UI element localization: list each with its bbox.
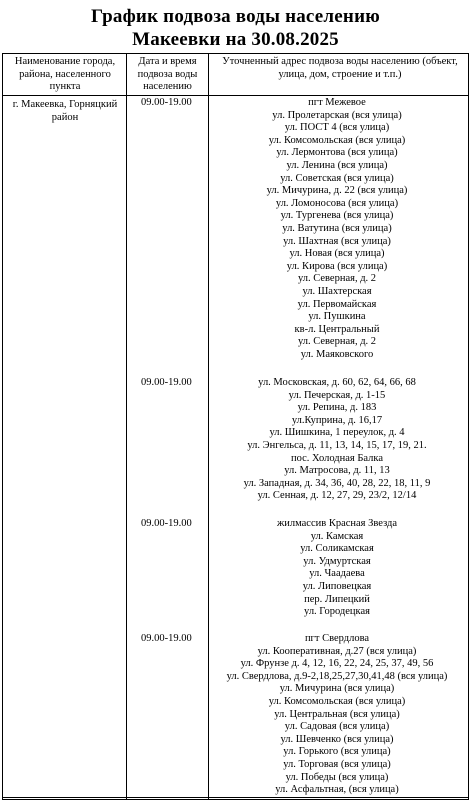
address-line: ул. Удмуртская	[303, 555, 371, 567]
address-line: ул. Мичурина, д. 22 (вся улица)	[266, 185, 408, 197]
address-line: ул. Чаадаева	[309, 568, 365, 580]
address-line: ул. Северная, д. 2	[297, 273, 377, 285]
address-line: ул. Печерская, д. 1-15	[288, 389, 386, 401]
address-line: ул. Сенная, д. 12, 27, 29, 23/2, 12/14	[257, 490, 417, 502]
header-col-location: Наименование города, района, населенного пункта	[14, 56, 116, 92]
address-line: ул. Соликамская	[300, 543, 374, 555]
address-line: ул. Шахтерская	[302, 286, 372, 297]
address-line: ул. Мичурина (вся улица)	[279, 683, 395, 695]
address-line: ул. Садовая (вся улица)	[284, 721, 390, 733]
address-line: ул. Городецкая	[304, 606, 370, 618]
address-line: ул. Западная, д. 34, 36, 40, 28, 22, 18, 11, 9	[243, 477, 431, 489]
address-line: ул. Московская, д. 60, 62, 64, 66, 68	[258, 377, 416, 388]
page-title: График подвоза воды населению	[91, 6, 380, 27]
address-line: пгт Свердлова	[304, 633, 370, 644]
district-name: г. Макеевка, Горняцкий район	[12, 99, 118, 123]
address-line: ул. Комсомольская (вся улица)	[268, 696, 406, 707]
address-line: ул. Свердлова, д.9-2,18,25,27,30,41,48 (вся улица)	[226, 670, 448, 682]
delivery-time: 09.00-19.00	[141, 633, 192, 644]
address-line: ул. Кирова (вся улица)	[286, 260, 388, 272]
delivery-time: 09.00-19.00	[141, 97, 192, 108]
column-divider	[126, 54, 127, 799]
address-line: ул. Фрунзе д. 4, 12, 16, 22, 24, 25, 37, 49, 56	[240, 658, 434, 670]
delivery-time: 09.00-19.00	[141, 518, 192, 529]
address-line: ул. Горького (вся улица)	[283, 746, 391, 758]
address-line: пос. Холодная Балка	[291, 452, 383, 464]
delivery-time: 09.00-19.00	[141, 377, 192, 388]
address-line: ул. Ломоносова (вся улица)	[275, 197, 399, 209]
address-line: ул. Пушкина	[308, 311, 366, 323]
address-line: ул. Лермонтова (вся улица)	[276, 147, 398, 159]
address-line: ул. Торговая (вся улица)	[283, 759, 391, 770]
row-divider	[3, 797, 468, 798]
address-line: ул. Матросова, д. 11, 13	[284, 465, 390, 477]
page-subtitle: Макеевки на 30.08.2025	[132, 29, 339, 50]
address-line: ул. ПОСТ 4 (вся улица)	[284, 122, 390, 134]
address-line: ул. Шевченко (вся улица)	[280, 733, 394, 745]
address-line: ул. Кооперативная, д.27 (вся улица)	[257, 645, 417, 657]
address-line: ул. Репина, д. 183	[297, 402, 377, 414]
header-col-time: Дата и время подвоза воды населению	[137, 56, 198, 92]
address-line: ул. Северная, д. 2	[297, 336, 377, 348]
address-line: ул. Первомайская	[297, 298, 377, 310]
address-line: ул. Победы (вся улица)	[285, 771, 389, 783]
address-line: ул. Шахтная (вся улица)	[283, 235, 391, 247]
address-line: ул. Пролетарская (вся улица)	[272, 109, 402, 121]
address-line: ул. Ленина (вся улица)	[286, 160, 388, 171]
address-line: ул. Новая (вся улица)	[289, 248, 385, 260]
address-line: ул. Центральная (вся улица)	[274, 708, 400, 720]
header-divider	[3, 95, 468, 96]
address-line: жилмассив Красная Звезда	[276, 518, 398, 529]
address-line: ул. Шишкина, 1 переулок, д. 4	[269, 427, 405, 439]
address-line: пер. Липецкий	[304, 593, 370, 605]
address-line: кв-л. Центральный	[294, 323, 380, 335]
address-line: ул. Камская	[310, 530, 364, 542]
address-line: ул. Энгельса, д. 11, 13, 14, 15, 17, 19, 21.	[247, 440, 427, 451]
address-line: ул. Ватутина (вся улица)	[282, 223, 392, 234]
address-line: ул. Тургенева (вся улица)	[280, 210, 394, 222]
address-line: ул. Липовецкая	[302, 581, 372, 592]
address-line: ул. Советская (вся улица)	[280, 172, 394, 184]
header-col-address: Уточненный адрес подвоза воды населению (объект, улица, дом, строение и т.п.)	[222, 56, 458, 80]
address-line: ул. Маяковского	[300, 349, 374, 360]
address-line: ул.Куприна, д. 16,17	[291, 414, 383, 426]
address-line: ул. Асфальтная, (вся улица)	[275, 784, 399, 796]
address-line: ул. Комсомольская (вся улица)	[268, 134, 406, 146]
address-line: пгт Межевое	[308, 97, 366, 108]
